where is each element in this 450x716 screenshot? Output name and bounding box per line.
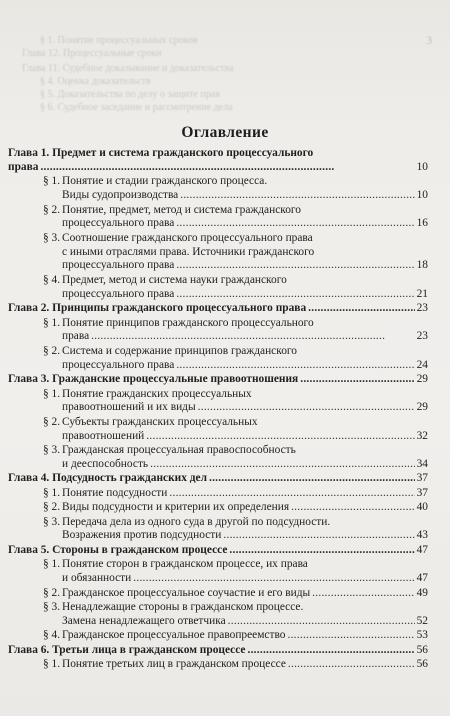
- section-number: § 1.: [43, 387, 61, 400]
- toc-page-number: 47: [416, 543, 428, 556]
- toc-line: [62, 558, 428, 572]
- toc-section-entry[interactable]: [43, 601, 428, 629]
- entry-text: и дееспособность: [62, 457, 149, 470]
- toc-line: [62, 288, 428, 302]
- entry-text: Система и содержание принципов гражданского: [62, 344, 297, 357]
- toc-line: [8, 373, 428, 387]
- toc-page-number: 10: [416, 189, 428, 202]
- toc-line: [62, 345, 428, 359]
- entry-text: и обязанности: [62, 572, 132, 585]
- toc-page-number: 43: [416, 529, 428, 542]
- entry-text: Понятие, предмет, метод и система гражданского: [62, 203, 302, 216]
- page-title: Оглавление: [181, 124, 269, 141]
- dot-leader: [300, 373, 414, 387]
- dot-leader: [91, 330, 414, 344]
- dot-leader: [291, 501, 415, 515]
- section-number: § 3.: [43, 601, 61, 613]
- entry-text: Виды судопроизводства: [62, 189, 179, 202]
- entry-text: Глава 1. Предмет и система гражданского процессуального: [8, 147, 314, 159]
- toc-line: [62, 232, 428, 246]
- dot-leader: [40, 161, 414, 175]
- entry-text: Передача дела из одного суда в другой по подсудности.: [62, 515, 331, 528]
- entry-text: Понятие подсудности: [62, 486, 168, 499]
- toc-line: [62, 246, 428, 260]
- section-number: § 1.: [43, 316, 61, 329]
- dot-leader: [247, 644, 414, 658]
- toc-section-entry[interactable]: [43, 586, 428, 601]
- toc-page-number: 34: [416, 457, 428, 470]
- dot-leader: [229, 544, 414, 558]
- toc-section-entry[interactable]: [43, 387, 428, 416]
- toc-line: [62, 317, 428, 331]
- dot-leader: [176, 359, 414, 373]
- section-number: § 1.: [43, 486, 61, 499]
- dot-leader: [288, 658, 415, 672]
- entry-text: Понятие гражданских процессуальных: [62, 387, 252, 400]
- dot-leader: [169, 487, 414, 501]
- toc-line: [62, 259, 428, 273]
- toc-line: [62, 615, 428, 629]
- dot-leader: [180, 189, 414, 203]
- toc-line: [62, 217, 428, 231]
- section-number: § 2.: [43, 203, 61, 216]
- dot-leader: [308, 302, 414, 316]
- toc-line: [62, 444, 428, 458]
- section-number: § 2.: [43, 415, 61, 428]
- toc-line: [62, 601, 428, 615]
- entry-text: права: [62, 330, 90, 343]
- toc-page-number: 32: [416, 429, 428, 442]
- entry-text: Субъекты гражданских процессуальных: [62, 415, 258, 428]
- show-through-line: Глава 11. Судебное доказывание и доказательства: [22, 63, 234, 74]
- toc-chapter-entry[interactable]: [8, 373, 428, 387]
- toc-line: [62, 572, 428, 586]
- entry-text: Понятие третьих лиц в гражданском процессе: [62, 658, 286, 671]
- toc-page-number: 23: [416, 330, 428, 343]
- toc-page-number: 10: [416, 160, 428, 173]
- section-number: § 3.: [43, 444, 61, 456]
- toc-line: [62, 587, 428, 601]
- section-number: § 2.: [43, 344, 61, 357]
- entry-text: Предмет, метод и система науки гражданского: [62, 273, 287, 286]
- toc-page-number: 23: [416, 302, 428, 314]
- toc-page-number: 18: [416, 259, 428, 272]
- toc-chapter-entry[interactable]: [8, 302, 428, 316]
- entry-text: процессуального права: [62, 287, 175, 300]
- show-through-line: § 5. Доказательства по делу о защите прав: [40, 89, 220, 100]
- toc-page-number: 56: [416, 643, 428, 656]
- toc-line: [62, 529, 428, 543]
- toc-section-entry[interactable]: [43, 629, 428, 643]
- toc-section-entry[interactable]: [43, 273, 428, 302]
- toc-section-entry[interactable]: [43, 316, 428, 345]
- toc-page-number: 29: [416, 373, 428, 385]
- entry-text: Возражения против подсудности: [62, 529, 222, 542]
- entry-text: с иными отраслями права. Источники гражданского: [62, 245, 315, 258]
- toc-chapter-entry[interactable]: [8, 544, 428, 558]
- toc-section-entry[interactable]: [43, 515, 428, 544]
- dot-leader: [209, 472, 415, 486]
- section-number: § 4.: [43, 629, 61, 642]
- toc-line: [8, 302, 428, 316]
- entry-text: Понятие и стадии гражданского процесса.: [62, 175, 268, 188]
- toc-page-number: 47: [416, 572, 428, 585]
- toc-line: [8, 472, 428, 486]
- toc-page-number: 21: [416, 287, 428, 300]
- section-number: § 1.: [43, 558, 61, 571]
- toc-page-number: 53: [416, 629, 428, 642]
- entry-text: процессуального права: [62, 217, 175, 230]
- toc-line: [62, 516, 428, 530]
- entry-text: правоотношений: [62, 429, 145, 442]
- toc-line: [62, 629, 428, 643]
- toc-page-number: 56: [416, 658, 428, 671]
- toc-line: [62, 416, 428, 430]
- entry-text: Виды подсудности и критерии их определения: [62, 501, 290, 514]
- entry-text: Гражданская процессуальная правоспособность: [62, 444, 296, 456]
- toc-line: [62, 274, 428, 288]
- dot-leader: [176, 217, 414, 231]
- toc-line: [62, 175, 428, 189]
- toc-section-entry[interactable]: [43, 175, 428, 203]
- toc-page-number: 29: [416, 401, 428, 414]
- dot-leader: [312, 587, 414, 601]
- dot-leader: [176, 288, 414, 302]
- toc-line: [62, 189, 428, 203]
- entry-text: Глава 3. Гражданские процессуальные правоотношения: [8, 373, 299, 385]
- entry-text: Понятие сторон в гражданском процессе, их права: [62, 558, 308, 571]
- toc-page-number: 49: [416, 586, 428, 599]
- dot-leader: [287, 629, 414, 643]
- show-through-line: § 6. Судебное заседание и рассмотрение дела: [40, 102, 233, 113]
- entry-text: Глава 6. Третьи лица в гражданском процессе: [8, 643, 246, 656]
- toc-chapter-entry[interactable]: [8, 644, 428, 658]
- toc-line: [8, 147, 428, 161]
- toc-section-entry[interactable]: [43, 658, 428, 672]
- dot-leader: [228, 615, 415, 629]
- section-number: § 2.: [43, 501, 61, 514]
- entry-text: Гражданское процессуальное соучастие и его виды: [62, 586, 311, 599]
- toc-section-entry[interactable]: [43, 344, 428, 373]
- show-through-line: § 4. Оценка доказательств: [40, 76, 151, 87]
- section-number: § 4.: [43, 273, 61, 286]
- entry-text: Гражданское процессуальное правопреемство: [62, 629, 286, 642]
- toc-line: [8, 644, 428, 658]
- toc-section-entry[interactable]: [43, 501, 428, 515]
- toc-line: [62, 359, 428, 373]
- toc-page-number: 16: [416, 217, 428, 230]
- dot-leader: [198, 401, 415, 415]
- toc-line: [8, 544, 428, 558]
- entry-text: Ненадлежащие стороны в гражданском процессе.: [62, 601, 304, 613]
- toc-page-number: 52: [416, 614, 428, 627]
- section-number: § 3.: [43, 515, 61, 528]
- toc-line: [62, 330, 428, 344]
- entry-text: Глава 2. Принципы гражданского процессуального права: [8, 302, 307, 314]
- toc-page-number: 37: [416, 472, 428, 485]
- entry-text: Замена ненадлежащего ответчика: [62, 614, 226, 627]
- toc-line: [62, 487, 428, 501]
- entry-text: права: [8, 160, 39, 173]
- entry-text: Понятие принципов гражданского процессуального: [62, 316, 314, 329]
- toc-section-entry[interactable]: [43, 231, 428, 273]
- dot-leader: [133, 572, 414, 586]
- toc-section-entry[interactable]: [43, 203, 428, 232]
- dot-leader: [150, 458, 414, 472]
- toc-section-entry[interactable]: [43, 486, 428, 501]
- toc-line: [62, 204, 428, 218]
- toc-line: [8, 161, 428, 175]
- entry-text: Глава 5. Стороны в гражданском процессе: [8, 543, 228, 556]
- toc-section-entry[interactable]: [43, 558, 428, 586]
- entry-text: Глава 4. Подсудность гражданских дел: [8, 472, 207, 485]
- dot-leader: [176, 259, 414, 273]
- toc-section-entry[interactable]: [43, 444, 428, 472]
- toc-line: [62, 658, 428, 672]
- show-through-text: [0, 0, 450, 113]
- toc-line: [62, 458, 428, 472]
- dot-leader: [223, 529, 414, 543]
- toc-line: [62, 501, 428, 515]
- toc-line: [62, 401, 428, 415]
- show-through-line: § 1. Понятие процессуальных сроков: [40, 35, 198, 46]
- show-through-line: Глава 12. Процессуальные сроки: [22, 48, 162, 59]
- toc-page-number: 24: [416, 358, 428, 371]
- page-number: 3: [426, 33, 432, 47]
- toc-page-number: 37: [416, 486, 428, 499]
- entry-text: процессуального права: [62, 259, 175, 272]
- toc-line: [62, 430, 428, 444]
- section-number: § 3.: [43, 231, 61, 244]
- dot-leader: [146, 430, 414, 444]
- section-number: § 1.: [43, 175, 61, 188]
- toc-chapter-entry[interactable]: [8, 472, 428, 486]
- entry-text: Соотношение гражданского процессуального права: [62, 231, 313, 244]
- entry-text: процессуального права: [62, 358, 175, 371]
- toc-section-entry[interactable]: [43, 415, 428, 444]
- entry-text: правоотношений и их виды: [62, 401, 196, 414]
- toc-line: [62, 388, 428, 402]
- toc-chapter-entry[interactable]: [8, 147, 428, 175]
- section-number: § 1.: [43, 658, 61, 671]
- section-number: § 2.: [43, 586, 61, 599]
- toc-page-number: 40: [416, 501, 428, 514]
